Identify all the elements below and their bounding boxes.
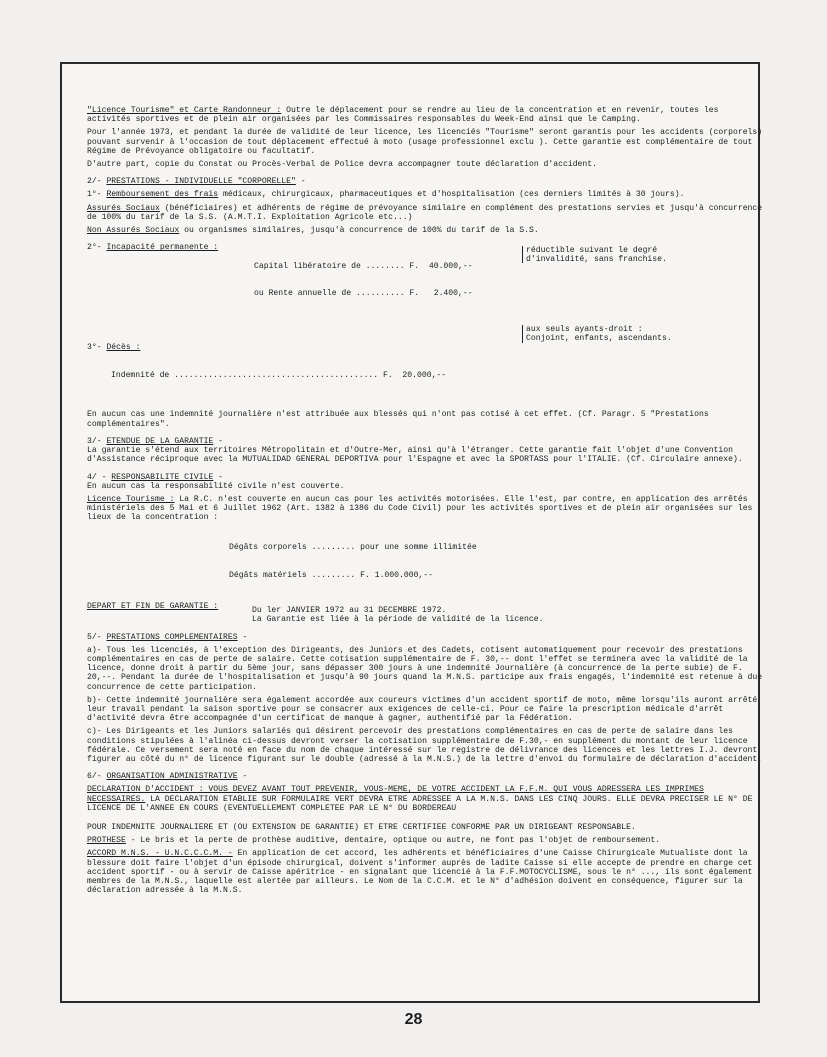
section-4-text: En aucun cas la responsabilité civile n'est couverte. xyxy=(87,481,345,491)
item-deces xyxy=(87,325,763,399)
incapacite-rente-line: ou Rente annuelle de .......... F. 2.400,-- xyxy=(254,289,473,299)
item-1-number: 1°- xyxy=(87,190,107,200)
item-3-number: 3°- xyxy=(87,343,107,353)
accord-mns-title: ACCORD M.N.S. - U.N.C.C.C.M. - xyxy=(87,849,233,859)
paragraph-licence-tourisme-rc xyxy=(87,495,763,523)
section-5 xyxy=(87,633,763,642)
item-3-title: Décès : xyxy=(106,343,141,353)
document-body xyxy=(87,106,763,899)
deces-note-1: aux seuls ayants-droit : xyxy=(526,324,643,334)
section-6-number: 6/- xyxy=(87,772,107,782)
degats-materiels: Dégâts matériels ......... F. 1.000.000,-- xyxy=(229,570,433,580)
section-5-b: b)- Cette indemnité journalière sera également accordée aux coureurs victimes d'un accident sportif de moto, même lorsqu'ils auront arrêté leur travail pendant la saison sportive pour se consacrer aux exigences de celle-ci. Pour ce faire la prescription médicale d'arrêt d'activité devra être accompagnée d'un certificat de manque à gagner, authentifié par la Fédération. xyxy=(87,695,758,724)
section-6-dash: - xyxy=(237,772,248,782)
deces-indemnite-line: Indemnité de .......................................... F. 20.000,-- xyxy=(111,370,447,380)
declaration-accident-text: LA DECLARATION ETABLIE SUR FORMULAIRE VERT DEVRA ETRE ADRESSEE A LA M.N.S. DANS LES CINQ JOURS. ELLE DEVRA PRECISER LE N° DE LICENCE DE L'ANNEE EN COURS (EVENTUELLEMENT COMPLETEE PAR LE N° DU BORDEREAU xyxy=(87,794,753,813)
licence-tourisme-text: Outre le déplacement pour se rendre au lieu de la concentration et en revenir, toutes les activités sportives et de plein air organisées par les Commissaires responsables du Week-End ainsi que le Camping. xyxy=(87,106,719,125)
section-6-title: ORGANISATION ADMINISTRATIVE xyxy=(106,772,238,782)
paragraph-accord-mns xyxy=(87,849,763,895)
degats-block xyxy=(87,525,763,599)
incapacite-capital-line: Capital libératoire de ........ F. 40.000,-- xyxy=(254,261,473,271)
section-5-a: a)- Tous les licenciés, à l'exception des Dirigeants, des Juniors et des Cadets, cotisent automatiquement pour recevoir des prestations complémentaires en cas de perte de salaire. Cette cotisation supplémentaire de F. 30,-- dont l'effet se terminera avec la validité de la licence, donne droit à partir du 5ème jour, sans dépasser 300 jours à une indemnité Journalière (à concurrence de la perte subie) de F. 20,--. Pendant la durée de l'hospitalisation et jusqu'à 90 jours quand la M.N.S. participe aux frais engagés, l'indemnité est retenue à due concurrence de cette participation. xyxy=(87,645,763,692)
depart-fin-garantie xyxy=(87,602,763,624)
item-1-text: médicaux, chirurgicaux, pharmaceutiques et d'hospitalisation (ces derniers limités à 30 jours). xyxy=(218,190,685,200)
incapacite-note-2: d'invalidité, sans franchise. xyxy=(526,255,667,265)
declaration-accident xyxy=(87,785,763,813)
declaration-accident-last: POUR INDEMNITE JOURNALIERE ET (OU EXTENSION DE GARANTIE) ET ETRE CERTIFIEE CONFORME PAR UN DIRIGEANT RESPONSABLE. xyxy=(87,823,636,832)
prothese-title: PROTHESE xyxy=(87,836,126,846)
section-5-title: PRESTATIONS COMPLEMENTAIRES xyxy=(106,632,238,642)
section-2-number: 2/- xyxy=(87,177,107,187)
item-2-number: 2°- xyxy=(87,243,107,253)
incapacite-note-1: réductible suivant le degré xyxy=(526,246,658,256)
degats-corporels: Dégâts corporels ......... pour une somme illimitée xyxy=(229,542,477,552)
assures-sociaux-text: (bénéficiaires) et adhérents de régime de prévoyance similaire en complément des prestations servies et jusqu'à concurrence de 100% du tarif de la S.S. (A.M.T.I. Exploitation Agricole etc...) xyxy=(87,203,763,222)
item-2-title: Incapacité permanente : xyxy=(106,243,219,253)
licence-tourisme-rc-title: Licence Tourisme : xyxy=(87,494,175,504)
depart-fin-validite: La Garantie est liée à la période de validité de la licence. xyxy=(252,615,544,625)
section-5-number: 5/- xyxy=(87,632,107,642)
page-number: 28 xyxy=(404,1011,423,1028)
section-5-c: c)- Les Dirigeants et les Juniors salariés qui désirent percevoir des prestations complémentaires en cas de perte de salaire dans les conditions stipulées à l'alinéa ci-dessus devront verser la cotisation supplémentaire de F.30,- en supplément du montant de leur licence fédérale. Ce versement sera noté en face du nom de chaque intéressé sur le registre de délivrance des licences et les lettres I.J. devront figurer au côté du n° de licence figurant sur le double (adressé à la M.N.S.) de la lettre d'envoi du formulaire de déclaration d'accident. xyxy=(87,727,763,764)
paragraph-annee-1973: Pour l'année 1973, et pendant la durée de validité de leur licence, les licenciés "Tourisme" seront garantis pour les accidents (corporels) pouvant survenir à l'occasion de tout déplacement effectué à moto (usage professionnel exclu ). Cette garantie est complémentaire de tout Régime de Prévoyance obligatoire ou facultatif. xyxy=(87,128,763,156)
section-3-number: 3/- xyxy=(87,436,107,446)
licence-tourisme-rc-text: La R.C. n'est couverte en aucun cas pour les activités motorisées. Elle l'est, par contre, en application des arrêtés ministériels des 5 Mai et 6 Juillet 1962 (Art. 1382 à 1386 du Code Civil) pour les activités sportives et de plein air organisées sur les lieux de la concentration : xyxy=(87,494,753,523)
section-3-title: ETENDUE DE LA GARANTIE xyxy=(106,436,214,446)
non-assures-text: ou organismes similaires, jusqu'à concurrence de 100% du tarif de la S.S. xyxy=(179,226,539,236)
paragraph-non-assures xyxy=(87,226,763,235)
item-remboursement xyxy=(87,190,763,199)
paragraph-assures-sociaux xyxy=(87,204,763,222)
section-4-number: 4/ - xyxy=(87,472,112,482)
assures-sociaux-title: Assurés Sociaux xyxy=(87,203,160,213)
section-6 xyxy=(87,772,763,781)
paragraph-indemnite-journaliere: En aucun cas une indemnité journalière n'est attribuée aux blessés qui n'ont pas cotisé à cet effet. (Cf. Paragr. 5 "Prestations complémentaires". xyxy=(87,410,709,429)
depart-fin-dates: Du ler JANVIER 1972 au 31 DECEMBRE 1972. xyxy=(252,606,447,616)
section-2-dash: - xyxy=(295,177,306,187)
section-4-title: RESPONSABILITE CIVILE xyxy=(111,472,214,482)
prothese-text: - Le bris et la perte de prothèse auditive, dentaire, optique ou autre, ne font pas l'objet de remboursement. xyxy=(125,836,661,846)
paragraph-constat: D'autre part, copie du Constat ou Procès-Verbal de Police devra accompagner toute déclaration d'accident. xyxy=(87,160,597,170)
accord-mns-text: En application de cet accord, les adhérents et bénéficiaires d'une Caisse Chirurgicale Mutualiste dont la blessure doit faire l'objet d'un épisode chirurgical, doivent s'informer auprès de ladite Caisse si elle accepte de prendre en charge cet accident sportif - ou à servir de Caisse apéritrice - en signalant que licencié à la F.F.MOTOCYCLISME, sous le n° ..., ils sont également membres de la M.N.S., laquelle est alertée par ailleurs. Le Nom de la C.C.M. et le N° d'adhésion doivent en conséquence, figurer sur la déclaration adressée à la M.N.S. xyxy=(87,849,753,896)
item-incapacite xyxy=(87,243,763,317)
section-5-dash: - xyxy=(237,632,248,642)
declaration-accident-underlined: DECLARATION D'ACCIDENT : VOUS DEVEZ AVANT TOUT PREVENIR, VOUS-MEME, DE VOTRE ACCIDENT LA F.F.M. QUI VOUS ADRESSERA LES IMPRIMES NECESSAIRES. xyxy=(87,785,704,804)
licence-tourisme-title: "Licence Tourisme" et Carte Randonneur : xyxy=(87,106,282,115)
paragraph-prothese xyxy=(87,836,763,845)
depart-fin-title: DEPART ET FIN DE GARANTIE : xyxy=(87,602,219,612)
section-4 xyxy=(87,473,763,482)
item-1-title: Remboursement des frais xyxy=(106,190,219,200)
deces-note-2: Conjoint, enfants, ascendants. xyxy=(526,334,672,344)
paragraph-licence-tourisme xyxy=(87,106,763,124)
section-3-text: La garantie s'étend aux territoires Métropolitain et d'Outre-Mer, ainsi qu'à l'étranger. Cette garantie fait l'objet d'une Convention d'Assistance réciproque avec la MUTUALIDAD GENERAL DEPORTIVA pour l'Espagne et avec la SPORTASS pour l'ITALIE. (Cf. Circulaire annexe). xyxy=(87,446,743,465)
section-3-dash: - xyxy=(213,436,224,446)
section-4-dash: - xyxy=(213,472,224,482)
section-2-title: PRESTATIONS - INDIVIDUELLE "CORPORELLE" xyxy=(106,177,296,187)
section-3 xyxy=(87,437,763,446)
non-assures-title: Non Assurés Sociaux xyxy=(87,226,180,236)
section-2-heading xyxy=(87,177,763,186)
